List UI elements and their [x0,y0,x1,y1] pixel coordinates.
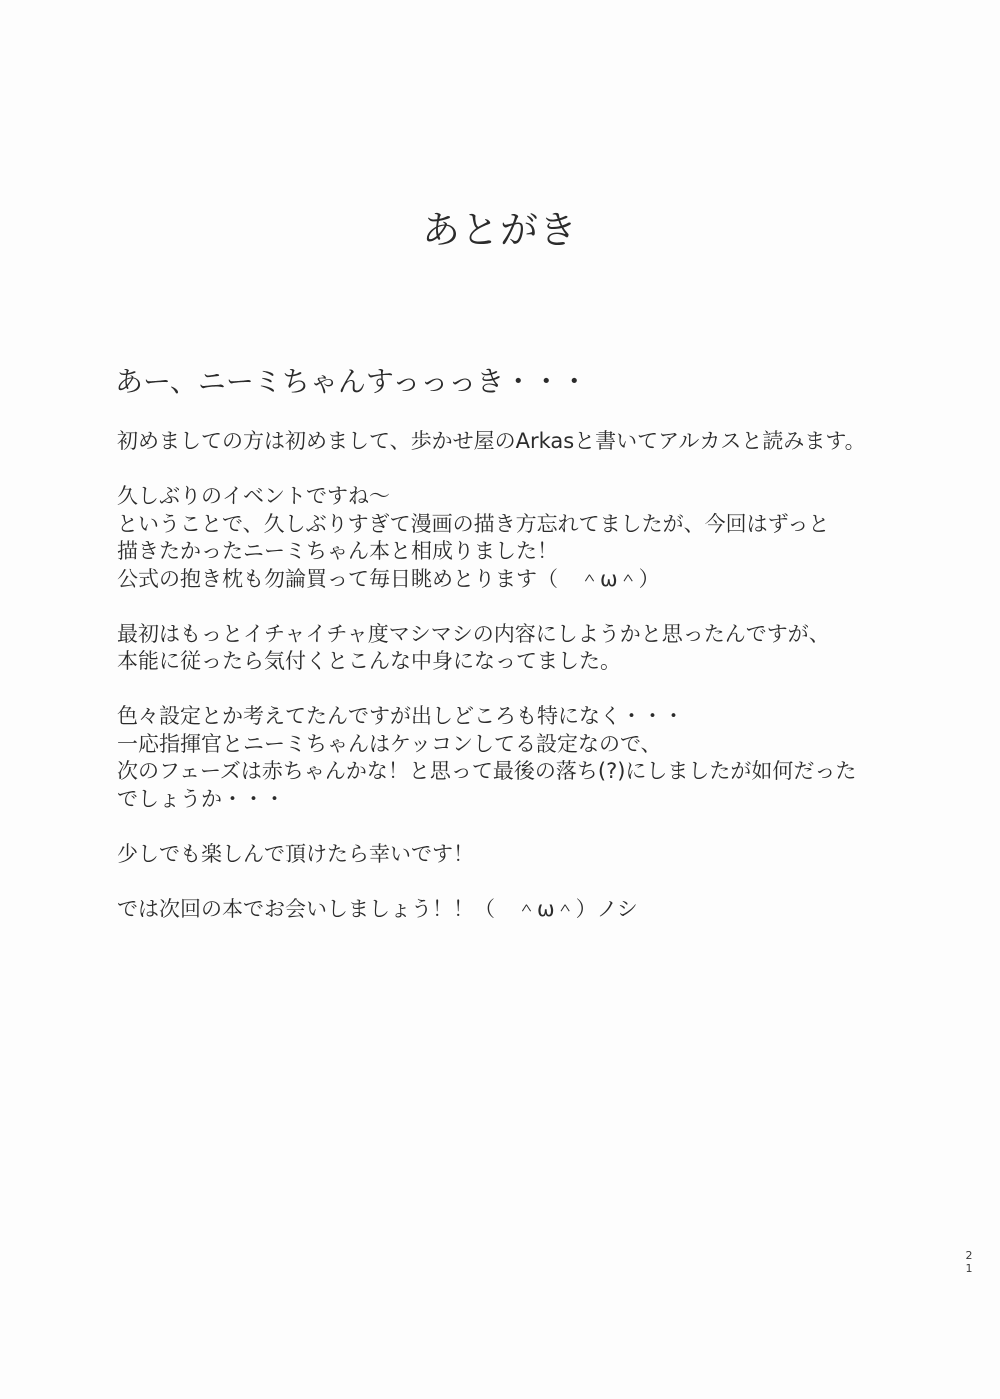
afterword-body [117,428,960,923]
body-line: 少しでも楽しんで頂けたら幸いです！ [117,841,474,866]
body-line: では次回の本でお会いしましょう！！（ ＾ω＾）ノシ [117,896,638,921]
body-line [117,593,960,621]
body-line: 本能に従ったら気付くとこんな中身になってました。 [117,649,621,673]
page-number [962,1249,976,1275]
page-number-digit-top: 2 [965,1249,973,1262]
body-line: 色々設定とか考えてたんですが出しどころも特になく・・・ [117,704,684,728]
body-line: 一応指揮官とニーミちゃんはケッコンしてる設定なので、 [117,731,662,756]
body-line: 久しぶりのイベントですね～ [117,484,390,508]
body-line [117,868,960,896]
body-line [117,676,960,704]
body-line: でしょうか・・・ [117,786,285,811]
page-title: あとがき [421,208,578,252]
body-line: 初めましての方は初めまして、歩かせ屋のArkasと書いてアルカスと読みます。 [117,429,866,453]
body-line: 公式の抱き枕も勿論買って毎日眺めとります（ ＾ω＾） [117,566,660,591]
afterword-heading: あー、ニーミちゃんすっっっき・・・ [115,365,589,398]
body-line: 描きたかったニーミちゃん本と相成りました！ [117,539,558,563]
page-number-digit-bottom: 1 [965,1262,973,1275]
body-line [117,456,960,484]
body-line [117,813,960,841]
body-line: 最初はもっとイチャイチャ度マシマシの内容にしようかと思ったんですが、 [117,621,830,646]
body-line: 次のフェーズは赤ちゃんかな！と思って最後の落ち(?)にしましたが如何だった [117,759,857,783]
body-line: ということで、久しぶりすぎて漫画の描き方忘れてましたが、今回はずっと [117,511,830,536]
